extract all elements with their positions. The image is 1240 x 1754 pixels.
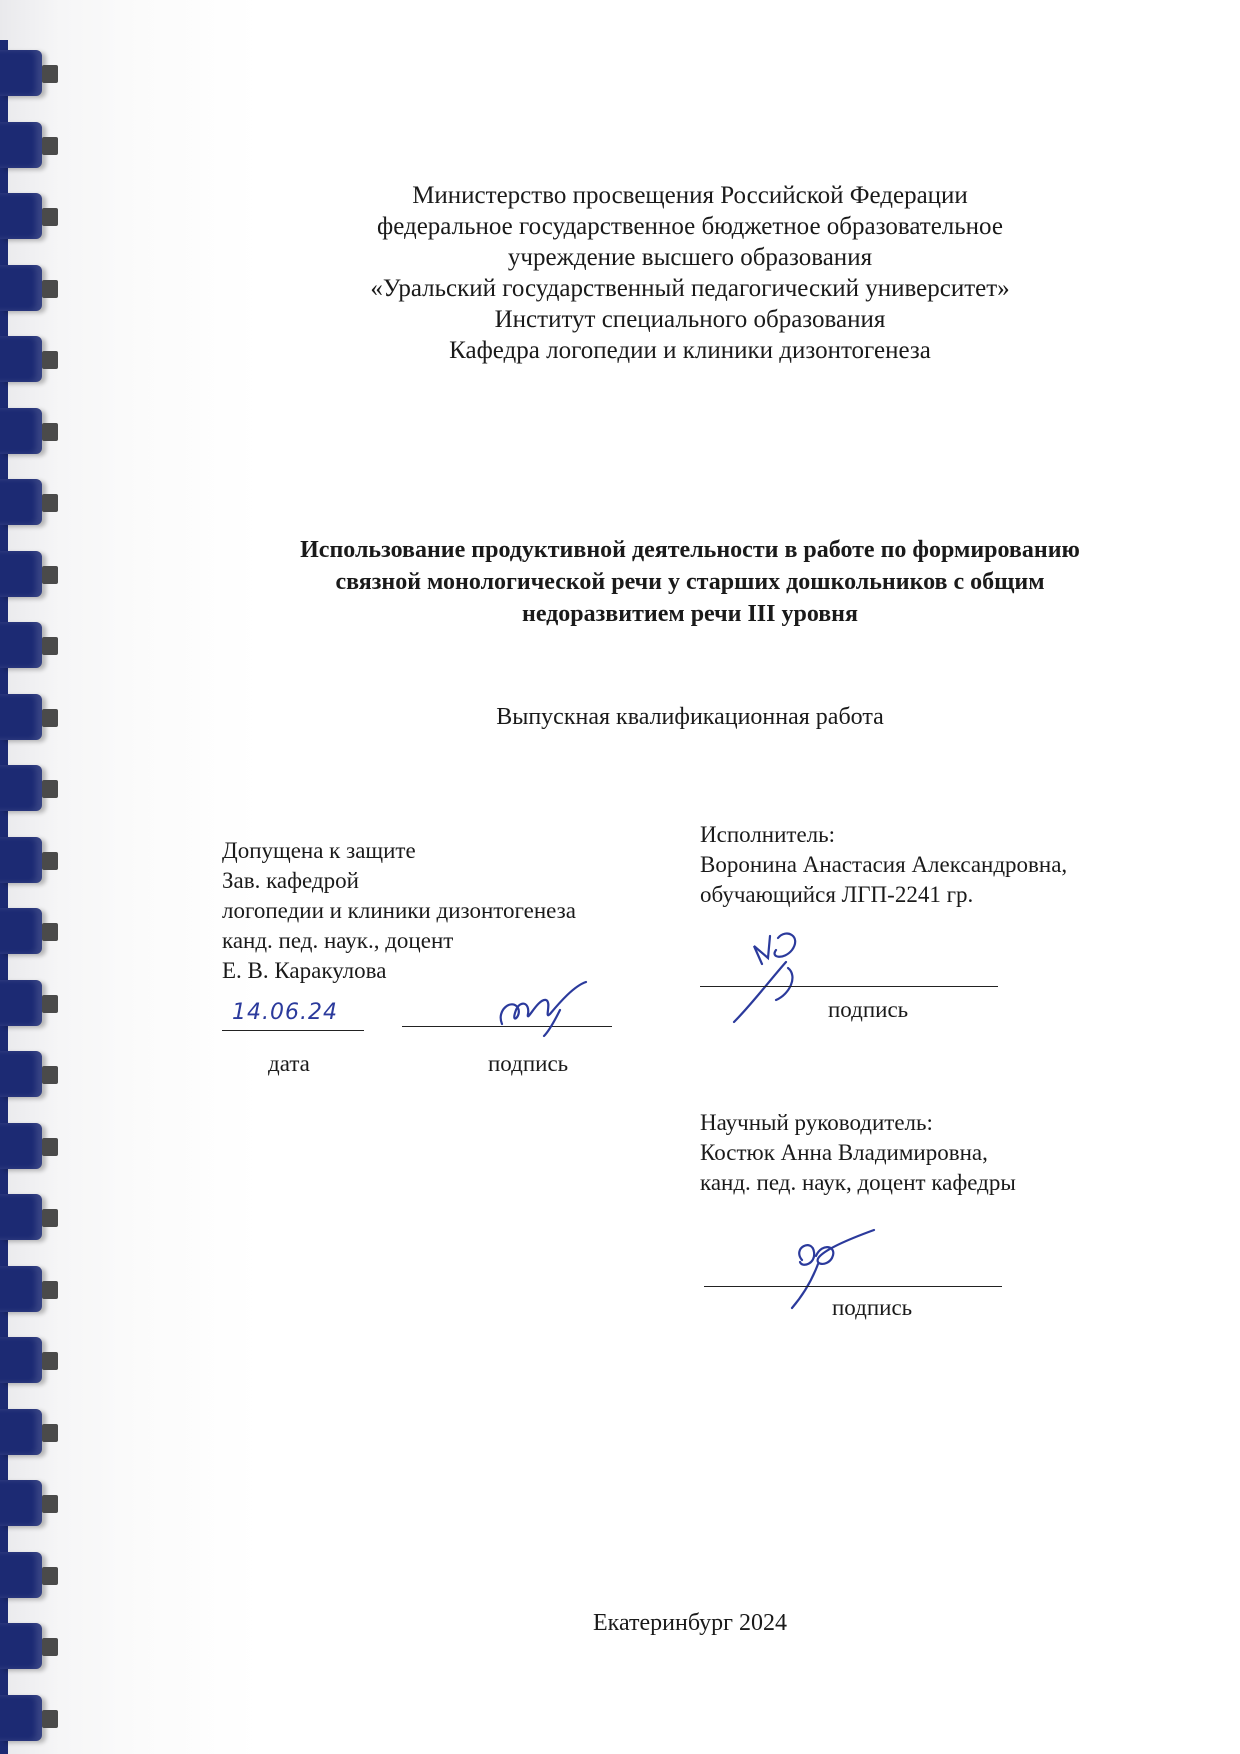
advisor-line: Научный руководитель: <box>700 1110 933 1135</box>
binding-tab <box>0 908 42 954</box>
executor-signature-label: подпись <box>828 997 909 1022</box>
binding-tab <box>0 1480 42 1526</box>
admission-block <box>222 836 662 986</box>
header-line: «Уральский государственный педагогический университет» <box>370 275 1010 302</box>
binding-tab <box>0 193 42 239</box>
signature-label: подпись <box>488 1051 569 1076</box>
header-line: федеральное государственное бюджетное образовательное <box>377 213 1003 240</box>
binding-tab <box>0 1337 42 1383</box>
header-line: учреждение высшего образования <box>507 244 873 271</box>
thesis-title <box>230 534 1150 630</box>
header-line: Министерство просвещения Российской Федерации <box>412 182 968 209</box>
admission-line: Е. В. Каракулова <box>222 958 387 983</box>
admission-line: канд. пед. наук., доцент <box>222 928 454 953</box>
head-signature <box>490 980 610 1038</box>
binding-tab <box>0 622 42 668</box>
executor-block <box>700 820 1180 910</box>
executor-signature <box>726 928 826 1026</box>
admission-line: Зав. кафедрой <box>222 868 359 893</box>
handwritten-date: 14.06.24 <box>232 1000 338 1025</box>
admission-line: логопедии и клиники дизонтогенеза <box>222 898 576 923</box>
advisor-signature-label: подпись <box>832 1295 913 1320</box>
binding-tab <box>0 479 42 525</box>
date-line <box>222 1030 364 1031</box>
binding-tab <box>0 1552 42 1598</box>
binding-tab <box>0 408 42 454</box>
advisor-line: Костюк Анна Владимировна, <box>700 1140 988 1165</box>
binding-tab <box>0 1194 42 1240</box>
institution-header <box>230 180 1150 366</box>
title-line: недоразвитием речи III уровня <box>521 601 858 627</box>
title-line: Использование продуктивной деятельности в работе по формированию <box>300 537 1080 563</box>
advisor-block <box>700 1108 1180 1198</box>
title-line: связной монологической речи у старших дошкольников с общим <box>335 569 1045 595</box>
date-label: дата <box>268 1051 310 1076</box>
binding-tab <box>0 837 42 883</box>
executor-line: Воронина Анастасия Александровна, <box>700 852 1068 877</box>
binding-tab <box>0 1266 42 1312</box>
executor-line: обучающийся ЛГП-2241 гр. <box>700 882 974 907</box>
header-line: Кафедра логопедии и клиники дизонтогенеза <box>449 337 931 364</box>
binding-tab <box>0 765 42 811</box>
spiral-binding <box>0 40 74 1754</box>
binding-tab <box>0 122 42 168</box>
binding-tab <box>0 551 42 597</box>
binding-tab <box>0 265 42 311</box>
binding-tab <box>0 694 42 740</box>
executor-signature-line <box>700 986 998 987</box>
binding-tab <box>0 1623 42 1669</box>
binding-tab <box>0 1123 42 1169</box>
executor-line: Исполнитель: <box>700 822 836 847</box>
binding-tab <box>0 50 42 96</box>
header-line: Институт специального образования <box>494 306 886 333</box>
advisor-signature-line <box>704 1286 1002 1287</box>
binding-tab <box>0 980 42 1026</box>
binding-tab <box>0 1409 42 1455</box>
city-year: Екатеринбург 2024 <box>593 1610 787 1636</box>
work-type: Выпускная квалификационная работа <box>496 704 884 730</box>
admission-line: Допущена к защите <box>222 838 416 863</box>
binding-tab <box>0 336 42 382</box>
binding-tab <box>0 1695 42 1741</box>
binding-tab <box>0 1051 42 1097</box>
advisor-line: канд. пед. наук, доцент кафедры <box>700 1170 1016 1195</box>
